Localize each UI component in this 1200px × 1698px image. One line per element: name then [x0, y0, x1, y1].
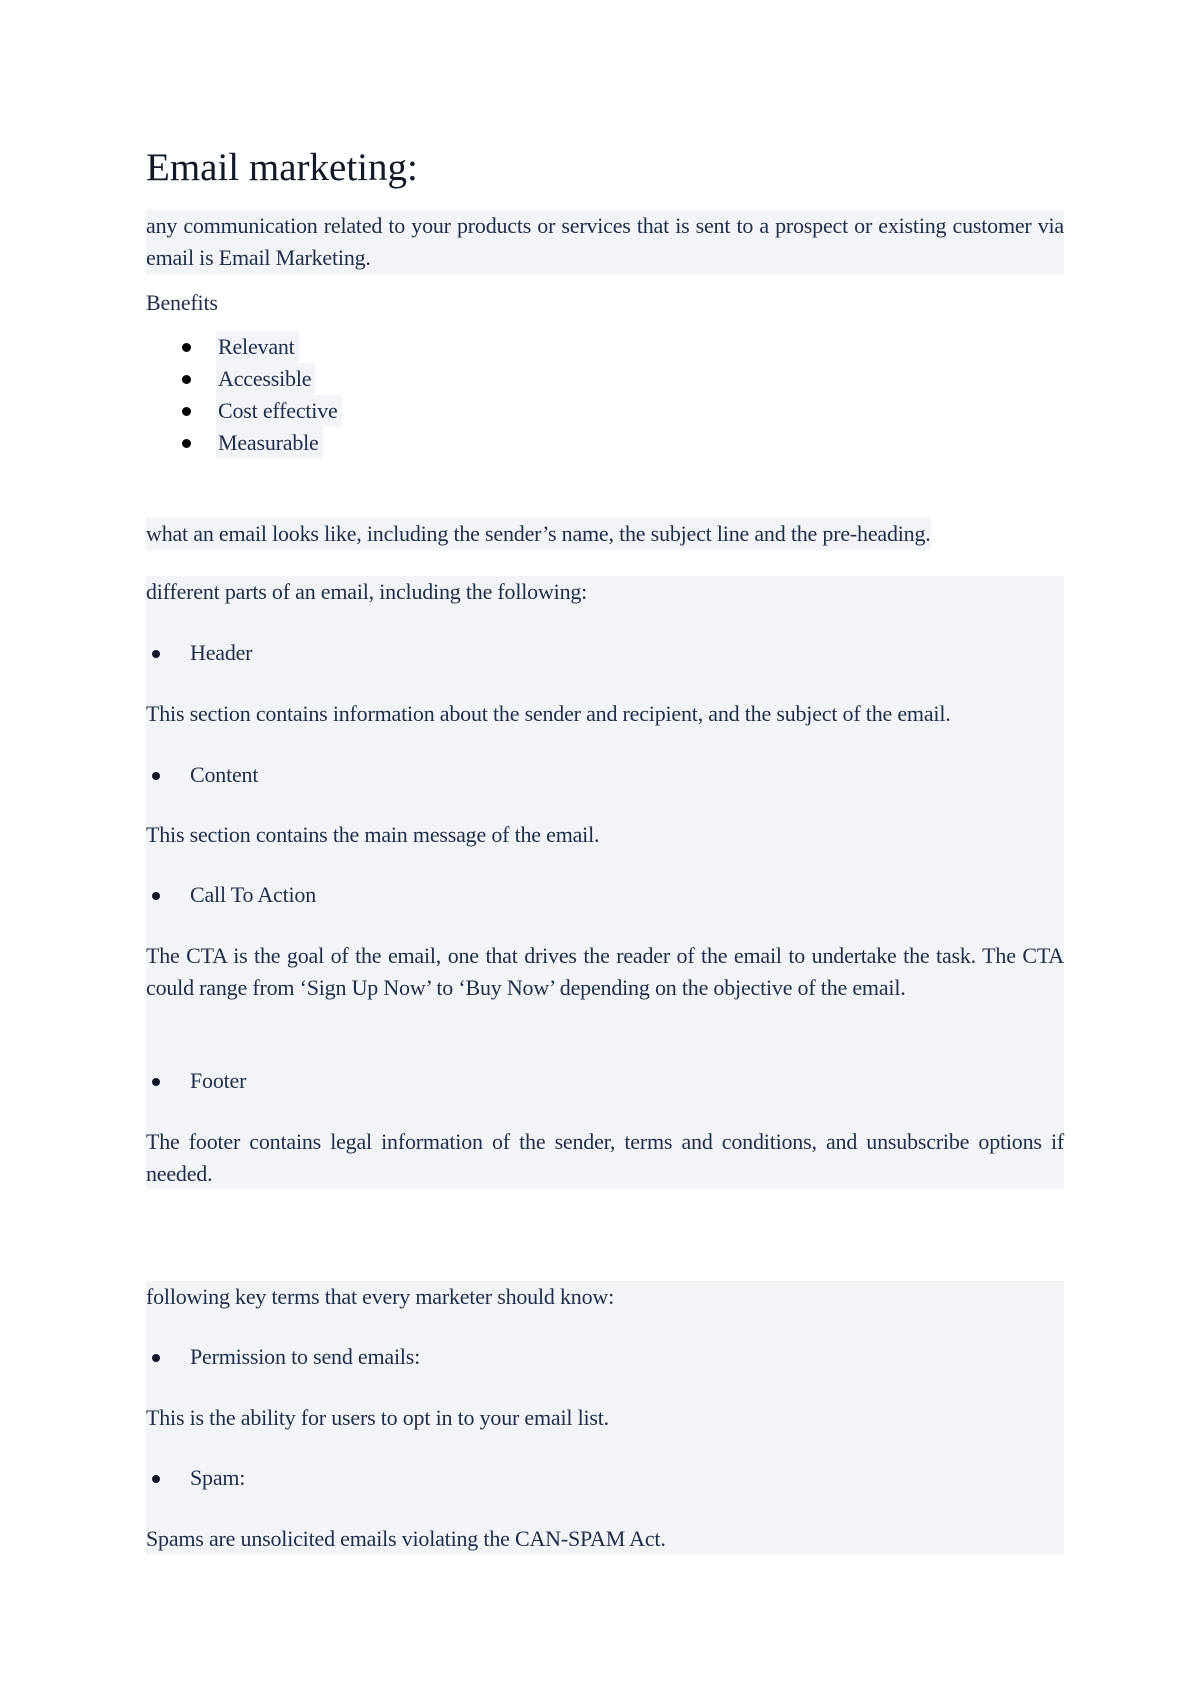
part-description: The footer contains legal information of the sender, terms and conditions, and unsubscribe options if needed. [146, 1129, 1064, 1186]
bullet-icon [152, 650, 160, 658]
benefit-item-label: Relevant [216, 331, 299, 363]
bullet-icon [152, 772, 160, 780]
list-item [146, 1065, 1064, 1097]
email-parts-section [146, 576, 1064, 1189]
list-item [146, 1462, 1064, 1494]
list-item [146, 759, 1064, 791]
intro-paragraph: any communication related to your products or services that is sent to a prospect or existing customer via email is Email Marketing. [146, 210, 1064, 274]
document-title: Email marketing: [146, 146, 418, 189]
key-terms-intro: following key terms that every marketer should know: [146, 1284, 614, 1309]
bullet-icon [152, 1354, 160, 1362]
bullet-icon [152, 1475, 160, 1483]
benefit-item-label: Measurable [216, 427, 323, 459]
benefits-label: Benefits [146, 290, 218, 315]
term-description: This is the ability for users to opt in to your email list. [146, 1405, 609, 1430]
email-looks-paragraph: what an email looks like, including the sender’s name, the subject line and the pre-heading. [146, 518, 931, 550]
key-terms-section [146, 1281, 1064, 1554]
term-description: Spams are unsolicited emails violating the CAN-SPAM Act. [146, 1526, 666, 1551]
part-heading: Call To Action [190, 882, 317, 907]
email-parts-intro: different parts of an email, including the following: [146, 579, 588, 604]
bullet-icon [182, 439, 191, 448]
bullet-icon [182, 407, 191, 416]
part-heading: Header [190, 640, 253, 665]
part-heading: Content [190, 762, 259, 787]
term-heading: Spam: [190, 1465, 246, 1490]
part-description: The CTA is the goal of the email, one that drives the reader of the email to undertake the task. The CTA could range from ‘Sign Up Now’ to ‘Buy Now’ depending on the objective of the email. [146, 943, 1064, 1000]
list-item [146, 1341, 1064, 1373]
benefit-item-label: Accessible [216, 363, 315, 395]
bullet-icon [182, 375, 191, 384]
part-heading: Footer [190, 1068, 247, 1093]
bullet-icon [152, 1078, 160, 1086]
bullet-icon [182, 343, 191, 352]
bullet-icon [152, 892, 160, 900]
part-description: This section contains the main message of the email. [146, 822, 600, 847]
term-heading: Permission to send emails: [190, 1344, 421, 1369]
list-item [146, 879, 1064, 911]
part-description: This section contains information about the sender and recipient, and the subject of the email. [146, 701, 951, 726]
list-item [146, 637, 1064, 669]
benefit-item-label: Cost effective [216, 395, 342, 427]
